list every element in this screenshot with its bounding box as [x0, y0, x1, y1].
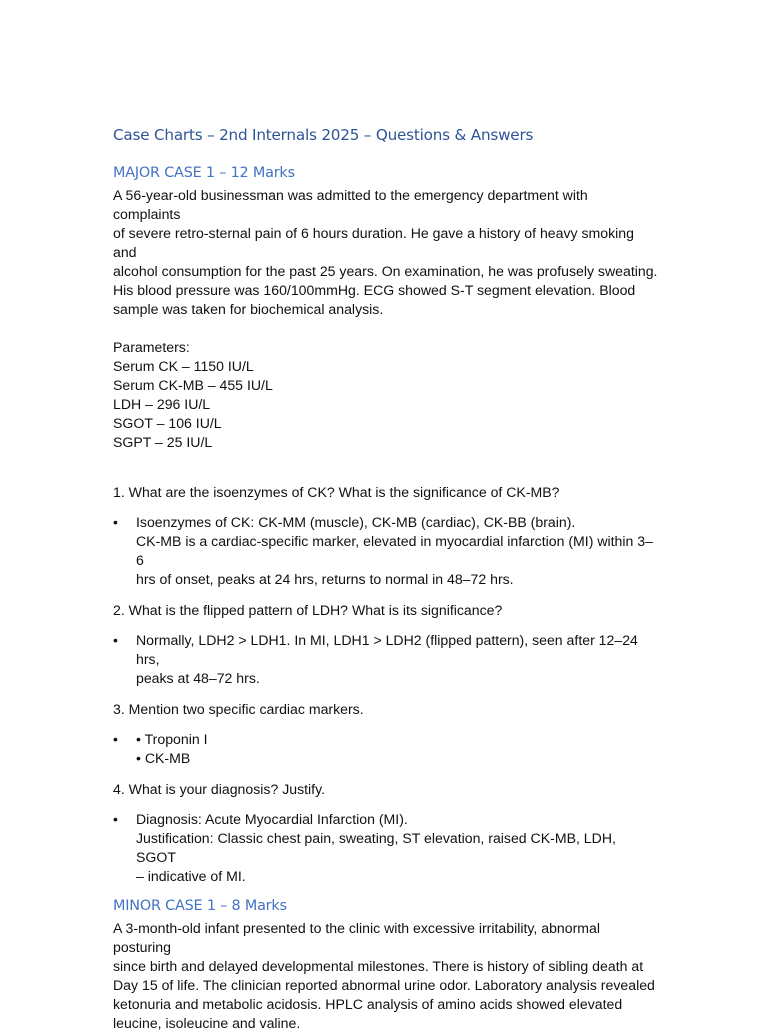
- question-1: 1. What are the isoenzymes of CK? What is the significance of CK-MB?: [113, 484, 560, 500]
- parameter-item: SGOT – 106 IU/L: [113, 415, 222, 431]
- answer-list-2: [113, 631, 658, 688]
- description-line: of severe retro-sternal pain of 6 hours duration. He gave a history of heavy smoking and: [113, 225, 634, 260]
- answer-line: • Troponin I: [136, 731, 208, 747]
- parameters-label: Parameters:: [113, 339, 190, 355]
- answer-list-4: [113, 810, 658, 886]
- bullet-icon: •: [113, 811, 118, 827]
- description-line: A 56-year-old businessman was admitted to the emergency department with complaints: [113, 187, 588, 222]
- question-2: 2. What is the flipped pattern of LDH? What is its significance?: [113, 602, 503, 618]
- description-line: A 3-month-old infant presented to the clinic with excessive irritability, abnormal posturing: [113, 920, 600, 955]
- question-3: 3. Mention two specific cardiac markers.: [113, 701, 364, 717]
- answer-list-1: [113, 513, 658, 589]
- description-line: since birth and delayed developmental milestones. There is history of sibling death at: [113, 958, 644, 974]
- document-body: [113, 124, 658, 1033]
- answer-line: Isoenzymes of CK: CK-MM (muscle), CK-MB (cardiac), CK-BB (brain).: [136, 514, 576, 530]
- answer-line: Justification: Classic chest pain, sweating, ST elevation, raised CK-MB, LDH, SGOT: [136, 830, 616, 865]
- answer-line: Normally, LDH2 > LDH1. In MI, LDH1 > LDH2 (flipped pattern), seen after 12–24 hrs,: [136, 632, 638, 667]
- answer-list-3: [113, 730, 658, 768]
- document-title: Case Charts – 2nd Internals 2025 – Questions & Answers: [113, 126, 534, 144]
- answer-4: [113, 810, 658, 886]
- parameter-item: SGPT – 25 IU/L: [113, 434, 213, 450]
- bullet-icon: •: [113, 731, 118, 747]
- description-line: leucine, isoleucine and valine.: [113, 1015, 301, 1031]
- major-case-description: [113, 186, 658, 319]
- bullet-icon: •: [113, 514, 118, 530]
- description-line: alcohol consumption for the past 25 years. On examination, he was profusely sweating.: [113, 263, 658, 279]
- bullet-icon: •: [113, 632, 118, 648]
- parameter-item: Serum CK-MB – 455 IU/L: [113, 377, 273, 393]
- spacer: [113, 452, 658, 483]
- answer-line: CK-MB is a cardiac-specific marker, elevated in myocardial infarction (MI) within 3–6: [136, 533, 653, 568]
- major-case-heading: MAJOR CASE 1 – 12 Marks: [113, 165, 295, 181]
- description-line: ketonuria and metabolic acidosis. HPLC analysis of amino acids showed elevated: [113, 996, 623, 1012]
- answer-line: Diagnosis: Acute Myocardial Infarction (MI).: [136, 811, 408, 827]
- description-line: His blood pressure was 160/100mmHg. ECG showed S-T segment elevation. Blood: [113, 282, 636, 298]
- spacer: [113, 319, 658, 338]
- parameter-item: Serum CK – 1150 IU/L: [113, 358, 254, 374]
- answer-line: hrs of onset, peaks at 24 hrs, returns to normal in 48–72 hrs.: [136, 571, 514, 587]
- parameters-block: [113, 338, 658, 452]
- answer-3: [113, 730, 658, 768]
- answer-line: – indicative of MI.: [136, 868, 246, 884]
- answer-line: • CK-MB: [136, 750, 191, 766]
- description-line: Day 15 of life. The clinician reported abnormal urine odor. Laboratory analysis revealed: [113, 977, 655, 993]
- question-4: 4. What is your diagnosis? Justify.: [113, 781, 326, 797]
- answer-2: [113, 631, 658, 688]
- minor-case-heading: MINOR CASE 1 – 8 Marks: [113, 898, 287, 914]
- description-line: sample was taken for biochemical analysis.: [113, 301, 384, 317]
- minor-case-description: [113, 919, 658, 1033]
- answer-line: peaks at 48–72 hrs.: [136, 670, 260, 686]
- parameter-item: LDH – 296 IU/L: [113, 396, 211, 412]
- answer-1: [113, 513, 658, 589]
